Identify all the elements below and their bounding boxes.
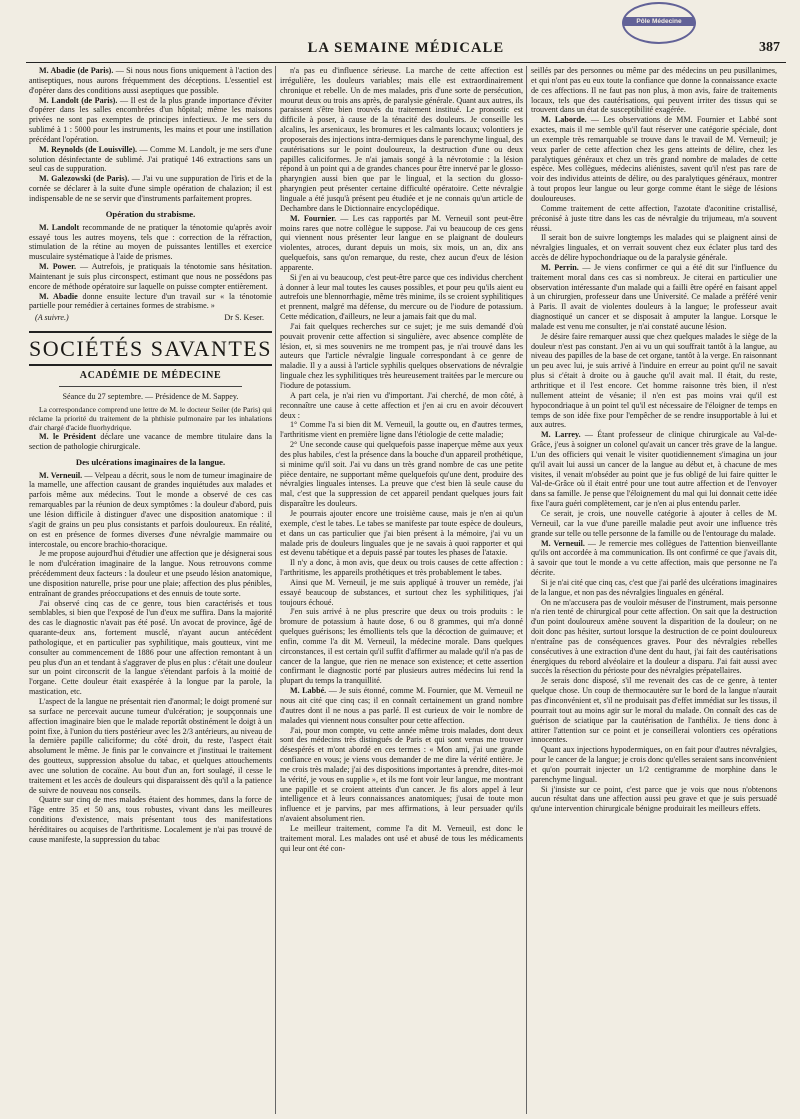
paragraph: Le meilleur traitement, comme l'a dit M. Verneuil, est donc le traitement moral. Les malades ont usé et abusé de tous les médicaments qui leur ont été con- xyxy=(280,823,523,853)
column-1 xyxy=(29,66,272,1114)
speaker-name: M. Abadie xyxy=(39,291,78,301)
paragraph: 1° Comme l'a si bien dit M. Verneuil, la goutte ou, en d'autres termes, l'arthritisme vient en première ligne dans l'étiologie de cette maladie; xyxy=(280,420,523,440)
speaker-name: M. Labbé. xyxy=(290,686,327,696)
paragraph: M. Power. — Autrefois, je pratiquais la ténotomie sans hésitation. Maintenant je suis plus circonspect, estimant que nous ne possédons pas encore de méthode opératoire sur laquelle on puisse compter entièrement. xyxy=(29,262,272,291)
paragraph: Je pourrais ajouter encore une troisième cause, mais je n'en ai qu'un exemple, c'est le tabes. Le tabes se manifeste par toute espèce de douleurs, et dans un cas particulier que j'ai bien présent à la mémoire, j'ai vu un malade pris de douleurs linguales que je ne savais à quoi rapporter et qui est devenu tabétique et a depuis passé par toutes les phases de l'ataxie. xyxy=(280,508,523,558)
speaker-name: M. Abadie (de Paris). xyxy=(39,66,114,75)
paragraph: Ainsi que M. Verneuil, je me suis appliqué à trouver un remède, j'ai essayé beaucoup de substances, et surtout chez les syphilitiques, j'ai toujours échoué. xyxy=(280,577,523,607)
title-rule xyxy=(59,386,242,387)
speaker-name: M. Verneuil. xyxy=(39,470,83,480)
paragraph: seillés par des personnes ou même par des médecins un peu pusillanimes, et qui n'ont pas eu eux toute la confiance que donne la connaissance exacte de ces affections. Il ne faut pas non plus, à mon avis, faire de traitements locaux, tels que des cautérisations, qui peuvent irriter des tissus qui se trouvent dans un état de susceptibilité exagérée. xyxy=(531,66,777,115)
paragraph: Il serait bon de suivre longtemps les malades qui se plaignent ainsi de névralgies linguales, et on verrait souvent chez eux éclater plus tard des accès de délire hypochondriaque ou de la paralysie générale. xyxy=(531,233,777,263)
speaker-name: M. Power. xyxy=(39,262,77,272)
paragraph: M. Abadie donne ensuite lecture d'un travail sur « la ténotomie partielle pour remédier à certaines formes de strabisme. » xyxy=(29,291,272,311)
paragraph: Si j'en ai vu beaucoup, c'est peut-être parce que ces individus cherchent à donner à leur mal toutes les causes possibles, et pour peu qu'ils aient eu autrefois une blennorrhagie, même très minime, ils se croient syphilitiques et prennent, malgré ma défense, du mercure ou de l'iodure de potassium. Cette médication, d'ailleurs, ne leur a jamais fait que du mal. xyxy=(280,272,523,322)
stamp-label: Pôle Médecine xyxy=(624,17,694,26)
paragraph: On ne m'accusera pas de vouloir mésuser de l'instrument, mais personne n'a rien tenté de chirurgical pour cette affection. On sait que la destruction d'un point douloureux amène souvent la disparition de la douleur; on ne doit donc pas hésiter, surtout lorsque la destruction de ce point douloureux n'entraîne pas de conséquences graves. Pour des névralgies rebelles consécutives à une extraction d'une dent du haut, j'ai fait des cautérisations énergiques du rebord alvéolaire et la douleur a disparu. J'ai fait aussi avec succès la résection du périoste pour des névralgies prépatellaires. xyxy=(531,597,777,676)
paragraph: J'ai fait quelques recherches sur ce sujet; je me suis demandé d'où pouvait provenir cette affection si singulière, avec absence complète de lésion, et, si mes souvenirs ne me trompent pas, je n'ai trouvé dans les auteurs que l'article névralgie linguale correspondant à ce genre de maladie. Il y a aussi à l'article syphilis quelques observations de névralgie linguale chez les syphilitiques très heureusement traitées par le mercure ou l'iodure de potassium. xyxy=(280,321,523,390)
speaker-name: M. Perrin. xyxy=(541,262,579,272)
author-signature: Dr S. Keser. xyxy=(224,313,264,323)
paragraph: J'ai, pour mon compte, vu cette année même trois malades, dont deux sont des médecins très distingués de Paris et qui sont venus me trouver désespérés et m'ont abordé en ces termes : « Mon ami, j'ai une grande confiance en vous; je viens vous demander de me dire la vérité entière. Je me crois très malade; j'ai des dispositions importantes à prendre, dites-moi la vérité, je vous en supplie », et ils me font voir leur langue, me montrant une papille et se croient atteints d'un cancer. Je fis alors appel à leur intelligence et à leurs connaissances anatomiques; j'usai de toute mon influence et je parvins, par mes affirmations, à leur persuader qu'ils n'avaient absolument rien. xyxy=(280,725,523,824)
paragraph: 2° Une seconde cause qui quelquefois passe inaperçue même aux yeux des plus habiles, c'est la présence dans la bouche d'un appareil prothétique, si minime qu'il soit. J'ai vu dans un très grand nombre de cas une petite pièce dentaire, ne supportant même quelquefois qu'une dent, produire des névralgies linguales intenses. La preuve que c'est bien là seule cause du mal, c'est que la suppression de cet appareil pendant quelques jours fait disparaître les douleurs. xyxy=(280,440,523,509)
speaker-name: M. Landolt xyxy=(39,222,80,232)
section-title: SOCIÉTÉS SAVANTES xyxy=(29,331,272,366)
speaker-name: M. Laborde. xyxy=(541,115,587,125)
paragraph: n'a pas eu d'influence sérieuse. La marche de cette affection est irrégulière, les douleurs variables; mais elle est extraordinairement chronique et rebelle. Un de mes malades, pris d'une sorte de persécution, mourut deux ou trois ans après, de paralysie générale. Quant aux autres, ils paraissent s'être bien trouvés du traitement institué. Le pronostic est difficile à poser, à cause de la ténacité des douleurs. Je conseille les alcalins, les arsenicaux, les bromures et les calmants locaux; volontiers je proposerais des injections intra-dermiques dans le parenchyme lingual, des cautérisations sur le point douloureux, la destruction d'une ou deux papilles caliciformes. Je n'ai jamais songé à la névrotomie : la lésion répond à un point qui a de grandes chances pour être innervé par le glosso-pharyngien aussi bien que par le lingual, et la section du glosso-pharyngien peut présenter certaine difficulté opératoire. Cette névralgie linguale a été jusqu'à présent peu étudiée et je ne connais qu'un article de Dechambre dans le Dictionnaire encyclopédique. xyxy=(280,66,523,213)
society-title: ACADÉMIE DE MÉDECINE xyxy=(79,370,222,382)
paragraph: Si j'insiste sur ce point, c'est parce que je vois que nous n'obtenons aucun résultat dans une affection aussi peu grave et que je suis persuadé qu'une intervention chirurgicale bénigne produirait les meilleurs effets. xyxy=(531,784,777,814)
paragraph: M. Perrin. — Je viens confirmer ce qui a été dit sur l'influence du traitement moral dans ces cas si nombreux. Je citerai en particulier une observation intéressante d'un malade qui a failli être opéré en faisant appel à un chirurgien, professeur dans une Université. Ce malade a préféré venir à Paris. Il avait de violentes douleurs à la langue; le professeur avait diagnostiqué un cancer et se disposait à amputer la langue. Lorsque le malade est venu me consulter, je n'ai constaté aucune lésion. xyxy=(531,262,777,331)
column-divider xyxy=(275,66,276,1114)
speaker-name: M. Fournier. xyxy=(290,213,337,223)
paragraph: M. Landolt (de Paris). — Il est de la plus grande importance d'éviter d'opérer dans les salles encombrées d'un hôpital; même les maisons privées ne sont pas exemptes de principes infectieux. Je me sers du sublimé à 1 : 5000 pour les instruments, les mains et pour une instillation précédant l'opération. xyxy=(29,95,272,144)
section-heading: Opération du strabisme. xyxy=(105,208,196,219)
paragraph: Ce serait, je crois, une nouvelle catégorie à ajouter à celles de M. Verneuil, car la vue d'une pareille maladie peut avoir une influence très grande sur telle ou telle personne de la famille ou de l'entourage du malade. xyxy=(531,508,777,538)
paragraph: M. Galezowski (de Paris). — J'ai vu une suppuration de l'iris et de la cornée se déclarer à la suite d'une simple opération de chalazion; il est indispensable de ne se servir que d'instruments parfaitement propres. xyxy=(29,174,272,203)
paragraph: Je me propose aujourd'hui d'étudier une affection que je désignerai sous le nom d'ulcération imaginaire de la langue. Nous retrouvons comme précédemment deux facteurs : la douleur et une pseudo lésion anatomique, une disposition naturelle, prise pour une plaie; affection des plus pénibles, entraînant de grandes préoccupations et des ennuis de toute sorte. xyxy=(29,549,272,598)
to-be-continued: (A suivre.) xyxy=(35,313,69,323)
paragraph: Il n'y a donc, à mon avis, que deux ou trois causes de cette affection : l'arthritisme, les appareils prothétiques et très probablement le tabes. xyxy=(280,558,523,578)
paragraph: Comme traitement de cette affection, l'azotate d'aconitine cristallisé, préconisé à juste titre dans les cas de névralgie du trijumeau, m'a souvent réussi. xyxy=(531,203,777,233)
speaker-name: M. Landolt (de Paris). xyxy=(39,95,118,105)
paragraph: Quatre sur cinq de mes malades étaient des hommes, dans la force de l'âge entre 35 et 50 ans, tous robustes, vivant dans les meilleures conditions d'existence, mais présentant tous des manifestations héréditaires ou acquises de l'arthritisme. Localement je n'ai pas trouvé de cause manifeste, la suppression du tabac xyxy=(29,795,272,844)
paragraph: Je serais donc disposé, s'il me revenait des cas de ce genre, à tenter quelque chose. Un coup de thermocautère sur le bord de la langue n'aurait pas d'inconvénient et, s'il ne produisait pas d'effet immédiat sur les tissus, il pourrait tout au moins agir sur le moral du malade. On connaît des cas de guérison de sciatique par la cautérisation de l'anthélix. Je tiens donc à attirer l'attention sur ce point et je conseillerai volontiers ces opérations innocentes. xyxy=(531,676,777,745)
speaker-name: M. Reynolds (de Louisville). xyxy=(39,144,138,154)
column-2 xyxy=(280,66,523,1114)
session-line: Séance du 27 septembre. — Présidence de M. Sappey. xyxy=(62,391,239,401)
paragraph: Je désire faire remarquer aussi que chez quelques malades le siège de la douleur n'est pas constant. J'en ai vu un qui souffrait tantôt à la langue, au niveau des papilles de la base de cet organe, tantôt à la verge. En raisonnant un peu avec lui, je suis arrivé à l'induire en erreur au point qu'il ne savait plus si c'était à droite ou à gauche qu'il avait mal. Il était, du reste, arthritique et il l'est encore. Cet homme raisonne très bien, il n'est nullement atteint de vésanie; il n'en est pas moins vrai qu'il est hypocondriaque à un point tel qu'il est nécessaire de l'éloigner de temps en temps de son idée fixe pour l'empêcher de se rendre insupportable à lui et aux autres. xyxy=(531,331,777,430)
header-rule xyxy=(26,62,786,63)
journal-title: LA SEMAINE MÉDICALE xyxy=(307,40,505,56)
paragraph: M. Abadie (de Paris). — Si nous nous fions uniquement à l'action des antiseptiques, nous aurons fréquemment des déceptions. L'essentiel est d'opérer dans des conditions aussi aseptiques que possible. xyxy=(29,66,272,95)
paragraph: M. Landolt recommande de ne pratiquer la ténotomie qu'après avoir essayé tous les autres moyens, tels que : correction de la réfraction, stimulation de la rétine au moyen de puissantes lentilles et exercice musculaire systématique à l'aide de prismes. xyxy=(29,222,272,262)
paragraph: J'ai observé cinq cas de ce genre, tous bien caractérisés et tous semblables, si bien que l'exposé de l'un d'eux me suffira. Dans la majorité des cas le diagnostic n'avait pas été posé. Un avocat de province, âgé de quarante-deux ans, fortement musclé, n'ayant aucun antécédent pathologique, et en particulier pas syphilitique, mais goutteux, vint me consulter au commencement de 1886 pour une affection remontant à un peu plus d'un an et tendant à s'aggraver de plus en plus : c'était une douleur sur un point circonscrit de la langue s'étendant parfois à la moitié de l'organe. Cette douleur était exaspérée à la longue par la parole, la mastication, etc. xyxy=(29,598,272,697)
speaker-name: M. Galezowski (de Paris). xyxy=(39,174,130,184)
paragraph: La correspondance comprend une lettre de M. le docteur Seiler (de Paris) qui réclame la priorité du traitement de la phthisie pulmonaire par les inhalations d'air chargé d'acide fluorhydrique. xyxy=(29,404,272,432)
speaker-name: M. le Président xyxy=(39,432,97,442)
paragraph: L'aspect de la langue ne présentait rien d'anormal; le doigt promené sur sa surface ne percevait aucune tumeur d'ulcération; je soupçonnais une affection imaginaire bien que le malade reportât obstinément le doigt à un point fixe, à l'union du tiers postérieur avec les 2/3 antérieurs, au niveau de la dernière papille caliciforme; du côté droit, du reste, l'aspect était absolument le même. Je finis par le convaincre et j'instituai le traitement des goutteux, suppression absolue du tabac, et quelques attouchements avec une solution de cocaïne. Au bout d'un an, fort soulagé, il cesse le traitement et les accès de douleurs qui disparaissent dès qu'il a la patience de suivre de nouveau nos conseils. xyxy=(29,697,272,795)
signature-line xyxy=(35,313,264,323)
paragraph: M. Laborde. — Les observations de MM. Fournier et Labbé sont exactes, mais il me semble qu'il faut réserver une catégorie spéciale, dont un exemple très remarquable se trouve dans le travail de M. Verneuil; je veux parler de cette affection chez les gens atteints de délire, chez les paralytiques généraux et chez un très grand nombre de malades de cette espèce. Mes collègues, médecins aliénistes, savent qu'il n'est pas rare de voir des individus atteints de délire, ou des paralytiques généraux, montrer à tout propos leur langue ou leur gorge comme étant le siège de lésions douloureuses. xyxy=(531,115,777,203)
column-3 xyxy=(531,66,777,1114)
paragraph: M. le Président déclare une vacance de membre titulaire dans la section de pathologie chirurgicale. xyxy=(29,432,272,451)
paragraph: M. Larrey. — Étant professeur de clinique chirurgicale au Val-de-Grâce, j'eus à soigner un colonel qu'avait un cancer très grave de la langue. L'un des officiers qui venait le visiter quotidiennement s'imagina un jour qu'il avait lui aussi un cancer de la langue au début et, à chacune de mes visites, il venait m'obséder au point que je fus obligé de lui faire quitter le Val-de-Grâce où il était entré pour une tout autre affection et de l'envoyer dans sa famille. Je pense que l'éloignement du mal qui lui donnait cette idée fixe l'aura guéri complètement, car je n'en ai plus entendu parler. xyxy=(531,430,777,509)
paragraph: M. Verneuil. — Je remercie mes collègues de l'attention bienveillante qu'ils ont accordée à ma communication. Ils ont confirmé ce que j'avais dit, à savoir que tout le monde a vu cette affection, mais que personne ne l'a décrite. xyxy=(531,538,777,578)
paragraph: J'en suis arrivé à ne plus prescrire que deux ou trois produits : le bromure de potassium à haute dose, 6 ou 8 grammes, qui m'a donné quelques guérisons; les émollients tels que la décoction de guimauve; et enfin, comme l'a dit M. Verneuil, la médecine morale. Dans quelques circonstances, il est certain qu'il suffit d'affirmer au malade qu'il n'a pas de cancer de la langue, que rien ne menace son existence; et cette assertion confirmant le diagnostic porté par plusieurs autres médecins lui rend la plupart du temps la tranquillité. xyxy=(280,607,523,686)
paragraph: M. Labbé. — Je suis étonné, comme M. Fournier, que M. Verneuil ne nous ait cité que cinq cas; il en connaît certainement un grand nombre d'autres dont il ne nous a pas parlé. Il est curieux de voir le nombre de malades qui viennent nous consulter pour cette affection. xyxy=(280,686,523,725)
paragraph: M. Reynolds (de Louisville). — Comme M. Landolt, je me sers d'une solution désinfectante de sublimé. J'ai pratiqué 146 extractions sans un seul cas de suppuration. xyxy=(29,144,272,174)
page-number: 387 xyxy=(759,40,780,55)
paragraph: Quant aux injections hypodermiques, on en fait pour d'autres névralgies, pour le cancer de la langue; je crois donc qu'elles seraient sans inconvénient et qu'on pourrait injecter un 1/2 centigramme de morphine dans le parenchyme lingual. xyxy=(531,745,777,784)
speaker-name: M. Verneuil. xyxy=(541,538,585,548)
paragraph: Si je n'ai cité que cinq cas, c'est que j'ai parlé des ulcérations imaginaires de la langue, et non pas des névralgies linguales en général. xyxy=(531,577,777,597)
section-heading: Des ulcérations imaginaires de la langue. xyxy=(75,456,226,467)
running-head xyxy=(26,38,786,60)
speaker-name: M. Larrey. xyxy=(541,430,581,440)
column-divider xyxy=(526,66,527,1114)
paragraph: M. Verneuil. — Velpeau a décrit, sous le nom de tumeur imaginaire de la mamelle, une affection causant de grandes inquiétudes aux malades et parfois même aux médecins. Tout le monde a observé de ces cas remarquables par la réunion de deux symptômes : la douleur d'abord, puis une lésion difficile à distinguer d'avec une disposition anatomique : il s'agit de grains un peu plus consistants et parfois douloureux. En réalité, on est en présence de formes diverses d'une névralgie mammaire ou intercostale, ou encore brachio-thoracique. xyxy=(29,470,272,549)
paragraph: A part cela, je n'ai rien vu d'important. J'ai cherché, de mon côté, à reconnaître une cause à cette affection et j'en ai cru en avoir découvert deux : xyxy=(280,390,523,420)
paragraph: M. Fournier. — Les cas rapportés par M. Verneuil sont peut-être moins rares que notre collègue le suppose. J'ai vu beaucoup de ces gens qui viennent nous présenter leur langue en se plaignant de douleurs violentes, atroces, durant depuis un mois, six mois, un an, dix ans quelquefois, sans qu'on remarque, du reste, chez aucun d'eux de lésion apparente. xyxy=(280,213,523,272)
